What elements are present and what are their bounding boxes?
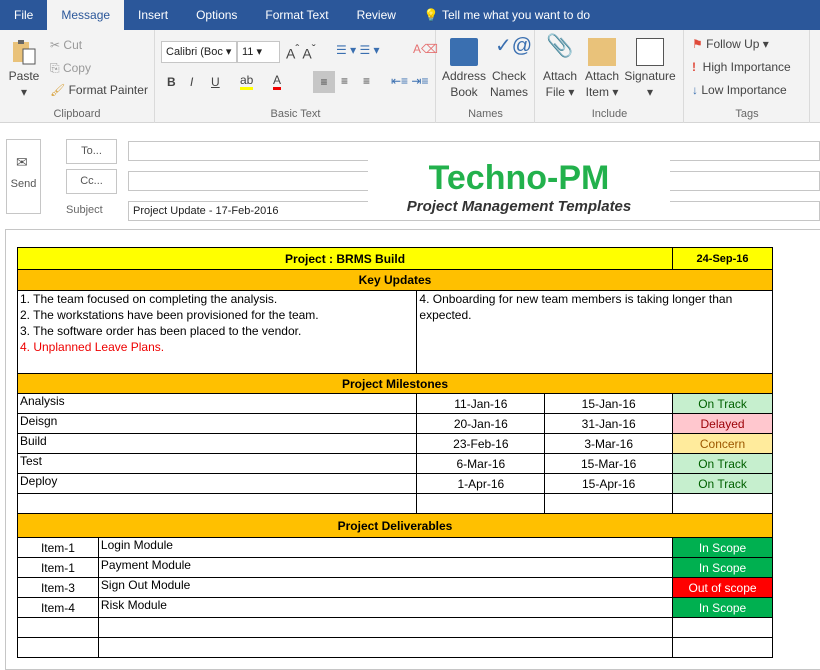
low-importance-button[interactable]: ↓ Low Importance xyxy=(692,83,787,97)
milestone-name: Test xyxy=(18,454,417,474)
milestone-status: On Track xyxy=(673,454,773,474)
milestone-name: Analysis xyxy=(18,394,417,414)
names-label: Names xyxy=(468,108,503,120)
milestone-end: 31-Jan-16 xyxy=(545,414,673,434)
indent-icons[interactable]: ⇤≡ ⇥≡ xyxy=(391,74,429,88)
milestone-end: 3-Mar-16 xyxy=(545,434,673,454)
milestone-row xyxy=(18,474,773,494)
subject-field[interactable]: Project Update - 17-Feb-2016 xyxy=(128,201,820,221)
deliverable-name: Risk Module xyxy=(98,598,672,618)
address-book-icon xyxy=(450,38,478,66)
paste-button[interactable]: Paste ▾ xyxy=(6,38,42,100)
deliverable-status: In Scope xyxy=(673,558,773,578)
table-row xyxy=(18,638,773,658)
milestones-header: Project Milestones xyxy=(18,374,773,394)
ribbon xyxy=(0,30,820,123)
deliverable-status: In Scope xyxy=(673,598,773,618)
check-names-button[interactable]: ✓@ Check Names xyxy=(489,35,533,99)
clipboard-group xyxy=(0,30,155,123)
align-right-icon[interactable]: ≡ xyxy=(363,74,371,88)
milestone-name: Deploy xyxy=(18,474,417,494)
highlight-icon[interactable]: ab xyxy=(240,73,253,90)
tab-insert[interactable]: Insert xyxy=(138,8,169,22)
tell-me-search[interactable]: 💡 Tell me what you want to do xyxy=(423,8,591,22)
include-group xyxy=(536,30,684,123)
format-painter-button[interactable]: 🖌 Format Painter xyxy=(50,83,148,97)
deliverable-item: Item-1 xyxy=(18,558,99,578)
font-color-icon[interactable]: A xyxy=(273,73,281,90)
italic-button[interactable]: I xyxy=(190,75,194,89)
tab-file[interactable]: File xyxy=(14,8,34,22)
milestone-end: 15-Mar-16 xyxy=(545,454,673,474)
deliverable-item: Item-4 xyxy=(18,598,99,618)
milestone-end: 15-Jan-16 xyxy=(545,394,673,414)
deliverable-item: Item-1 xyxy=(18,538,99,558)
techno-pm-logo xyxy=(368,158,670,220)
exclamation-icon: ! xyxy=(692,60,696,74)
update-item: 1. The team focused on completing the analysis. xyxy=(20,292,278,306)
high-importance-button[interactable]: ! High Importance xyxy=(692,60,791,74)
address-book-button[interactable]: Address Book xyxy=(441,38,487,100)
milestone-start: 1-Apr-16 xyxy=(417,474,545,494)
subject-label: Subject xyxy=(66,204,103,216)
include-label: Include xyxy=(591,108,628,120)
brush-icon: 🖌 xyxy=(50,83,66,97)
check-names-icon: ✓@ xyxy=(495,35,533,57)
milestone-name: Deisgn xyxy=(18,414,417,434)
milestone-row xyxy=(18,414,773,434)
send-button[interactable]: ✉ Send xyxy=(6,139,41,214)
cc-button[interactable]: Cc... xyxy=(66,169,117,194)
cut-button[interactable]: ✂ Cut xyxy=(50,38,83,52)
clear-formatting-icon[interactable]: A⌫ xyxy=(413,42,438,56)
table-row xyxy=(18,618,773,638)
arrow-down-icon: ↓ xyxy=(692,83,698,97)
deliverable-status: Out of scope xyxy=(673,578,773,598)
to-button[interactable]: To... xyxy=(66,139,117,164)
updates-left xyxy=(18,291,417,374)
follow-up-button[interactable]: ⚑ Follow Up ▾ xyxy=(692,37,769,51)
milestone-row xyxy=(18,434,773,454)
logo-title: Techno-PM xyxy=(428,159,610,197)
deliverable-row xyxy=(18,578,773,598)
deliverable-row xyxy=(18,538,773,558)
milestone-name: Build xyxy=(18,434,417,454)
attach-item-button[interactable]: Attach Item ▾ xyxy=(582,38,622,100)
milestone-row xyxy=(18,454,773,474)
deliverable-status: In Scope xyxy=(673,538,773,558)
tags-group xyxy=(685,30,810,123)
paperclip-icon: 📎 xyxy=(546,33,574,58)
attach-file-button[interactable]: 📎 Attach File ▾ xyxy=(542,33,578,99)
update-item: 2. The workstations have been provisioned for the team. xyxy=(20,308,319,322)
deliverable-name: Payment Module xyxy=(98,558,672,578)
update-item: 4. Unplanned Leave Plans. xyxy=(20,340,165,354)
milestone-start: 6-Mar-16 xyxy=(417,454,545,474)
milestone-row xyxy=(18,394,773,414)
tab-options[interactable]: Options xyxy=(196,8,238,22)
table-row xyxy=(18,494,773,514)
deliverable-row xyxy=(18,598,773,618)
deliverable-item: Item-3 xyxy=(18,578,99,598)
tab-message[interactable]: Message xyxy=(47,0,124,30)
grow-font-icon[interactable]: $A^ˆ$ $A^ˇ$ xyxy=(286,43,316,62)
bold-button[interactable]: B xyxy=(167,75,176,89)
font-select[interactable]: Calibri (Boc ▾ xyxy=(161,41,237,63)
tab-review[interactable]: Review xyxy=(356,8,396,22)
update-item: 3. The software order has been placed to the vendor. xyxy=(20,324,302,338)
scissors-icon: ✂ xyxy=(50,38,61,52)
font-size-select[interactable]: 11 ▾ xyxy=(237,41,280,63)
project-title: Project : BRMS Build xyxy=(18,248,673,270)
milestone-status: Concern xyxy=(673,434,773,454)
updates-right: 4. Onboarding for new team members is taking longer than expected. xyxy=(417,291,773,374)
send-icon: ✉ xyxy=(16,154,28,170)
bullets-icon[interactable]: ☰ ▾ ☰ ▾ xyxy=(336,43,380,57)
report-date: 24-Sep-16 xyxy=(673,248,773,270)
names-group xyxy=(437,30,535,123)
milestone-start: 20-Jan-16 xyxy=(417,414,545,434)
milestone-start: 11-Jan-16 xyxy=(417,394,545,414)
milestone-status: On Track xyxy=(673,474,773,494)
deliverables-header: Project Deliverables xyxy=(18,514,773,538)
milestone-status: On Track xyxy=(673,394,773,414)
envelope-icon xyxy=(588,38,616,66)
underline-button[interactable]: U xyxy=(211,75,220,89)
basic-text-group xyxy=(156,30,436,123)
flag-icon: ⚑ xyxy=(692,37,703,51)
deliverable-row xyxy=(18,558,773,578)
milestone-status: Delayed xyxy=(673,414,773,434)
signature-icon xyxy=(636,38,664,66)
deliverable-name: Login Module xyxy=(98,538,672,558)
clipboard-label: Clipboard xyxy=(53,108,101,120)
align-center-icon[interactable]: ≡ xyxy=(341,74,349,88)
signature-button[interactable]: Signature ▾ xyxy=(624,38,676,100)
align-left-icon[interactable]: ≡ xyxy=(313,71,335,93)
basic-text-label: Basic Text xyxy=(270,108,321,120)
logo-subtitle: Project Management Templates xyxy=(406,198,632,215)
paste-icon xyxy=(10,38,38,66)
copy-button[interactable]: ⎘ Copy xyxy=(50,61,91,75)
status-report-table xyxy=(17,247,773,658)
milestone-start: 23-Feb-16 xyxy=(417,434,545,454)
copy-icon: ⎘ xyxy=(50,61,60,75)
ribbon-tabs xyxy=(0,0,820,30)
tab-format-text[interactable]: Format Text xyxy=(265,8,329,22)
key-updates-header: Key Updates xyxy=(18,270,773,291)
milestone-end: 15-Apr-16 xyxy=(545,474,673,494)
tags-label: Tags xyxy=(735,108,759,120)
deliverable-name: Sign Out Module xyxy=(98,578,672,598)
lightbulb-icon: 💡 xyxy=(423,8,439,22)
